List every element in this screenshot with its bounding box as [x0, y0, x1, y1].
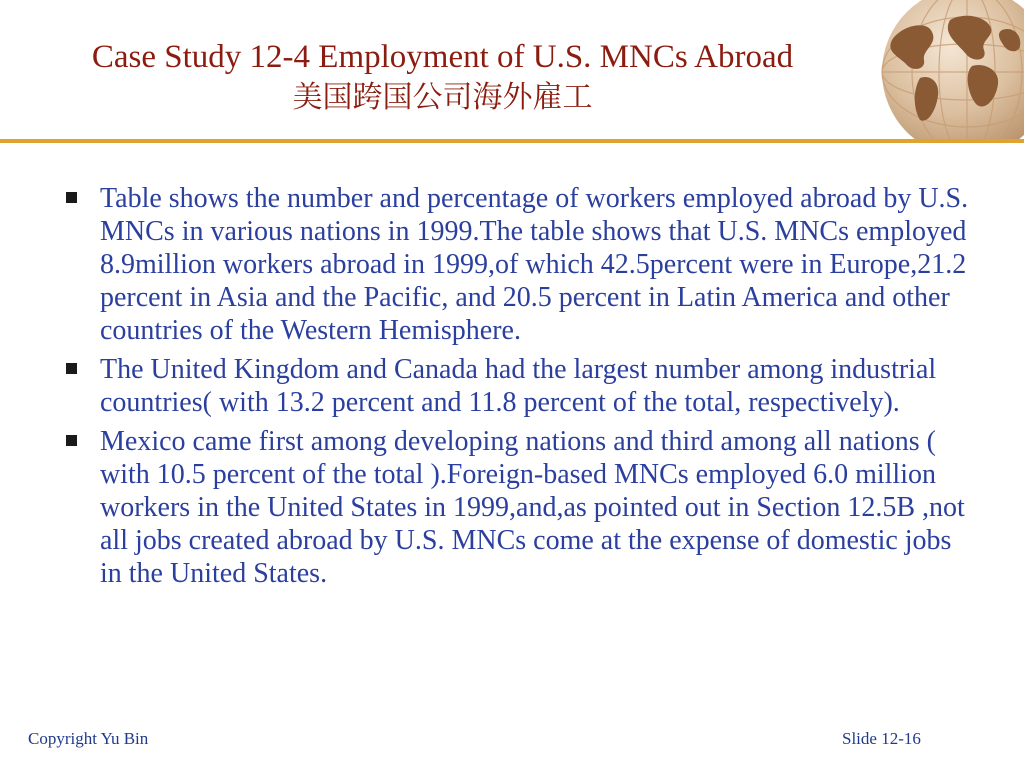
bullet-list	[66, 182, 971, 596]
bullet-text: Table shows the number and percentage of workers employed abroad by U.S. MNCs in various nations in 1999.The table shows that U.S. MNCs employed 8.9million workers abroad in 1999,of which 42.5percent were in Europe,21.2 percent in Asia and the Pacific, and 20.5 percent in Latin America and other countries of the Western Hemisphere.	[100, 183, 969, 346]
globe-icon	[872, 0, 1024, 139]
slide-subtitle-chinese: 美国跨国公司海外雇工	[292, 80, 593, 115]
bullet-item	[66, 182, 971, 347]
bullet-text: Mexico came first among developing nations and third among all nations ( with 10.5 percent of the total ).Foreign-based MNCs employed 6.0 million workers in the United States in 1999,and,as pointed out in Section 12.5B ,not all jobs created abroad by U.S. MNCs come at the expense of domestic jobs in the United States.	[100, 426, 965, 589]
bullet-item	[66, 425, 971, 590]
footer-slide-number: Slide 12-16	[842, 729, 921, 748]
bullet-item	[66, 353, 971, 419]
title-block	[0, 36, 885, 118]
bullet-text: The United Kingdom and Canada had the largest number among industrial countries( with 13.2 percent and 11.8 percent of the total, respectively).	[100, 354, 937, 418]
slide-title: Case Study 12-4 Employment of U.S. MNCs Abroad	[91, 39, 794, 75]
square-bullet-icon	[66, 192, 77, 203]
square-bullet-icon	[66, 435, 77, 446]
header-divider	[0, 139, 1024, 143]
footer-copyright: Copyright Yu Bin	[28, 729, 149, 748]
square-bullet-icon	[66, 363, 77, 374]
